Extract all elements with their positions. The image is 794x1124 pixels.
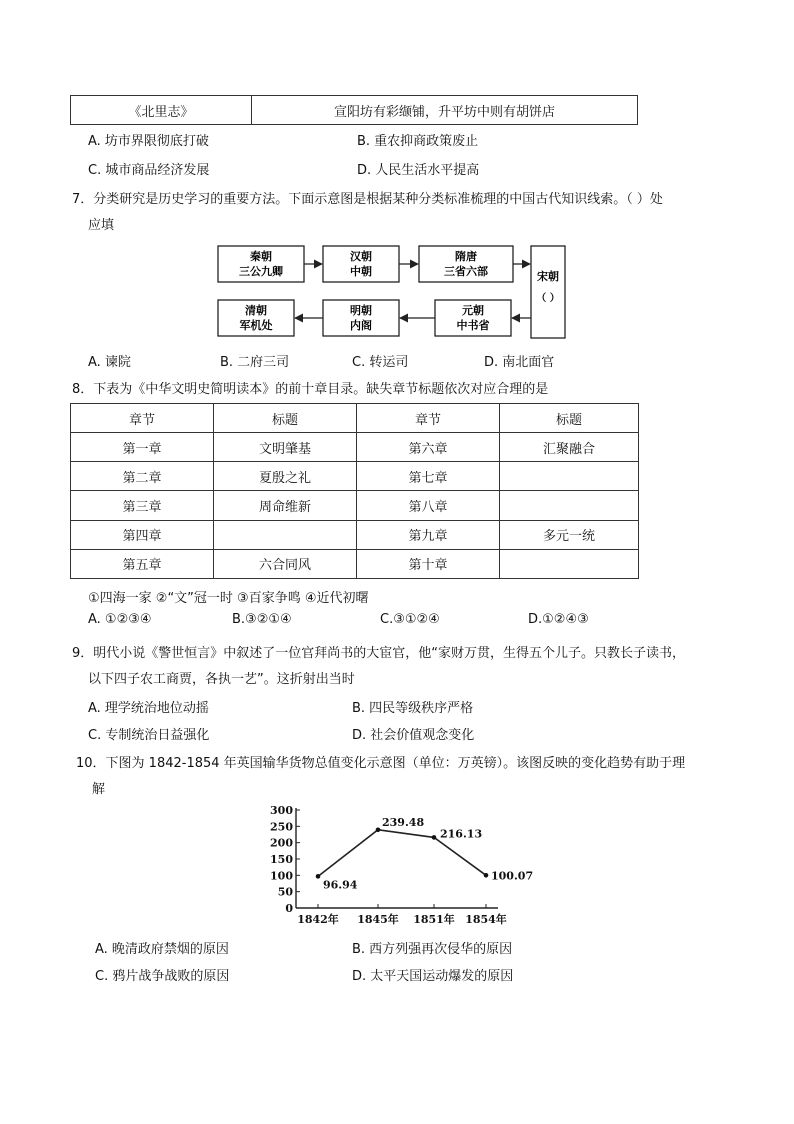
q10-line-chart (260, 800, 534, 928)
q7-box-song-line1: 宋朝 (537, 270, 559, 283)
q8-items: ①四海一家 ②“文”冠一时 ③百家争鸣 ④近代初曙 (88, 591, 369, 606)
q6-source-cell: 《北里志》 (71, 96, 252, 125)
q7-box-qin (218, 246, 304, 282)
q7-option-a: A. 谏院 (88, 355, 131, 370)
q7-box-ming-line2: 内阁 (350, 319, 372, 332)
q7-box-qing-line1: 清朝 (245, 304, 267, 317)
table-cell: 多元一统 (500, 520, 639, 549)
q8-option-b: B.③②①④ (232, 612, 292, 627)
q7-box-yuan-line2: 中书省 (456, 319, 490, 332)
q7-box-qing (218, 300, 294, 336)
table-cell (500, 549, 639, 578)
q6-table (70, 95, 638, 125)
q7-box-yuan-line1: 元朝 (462, 304, 484, 317)
q10-stem-line2: 解 (92, 782, 106, 797)
data-point (432, 835, 437, 840)
q8-option-a: A. ①②③④ (88, 612, 152, 627)
y-tick-label: 200 (270, 836, 293, 850)
q7-option-b: B. 二府三司 (220, 355, 290, 370)
table-cell: 第八章 (357, 491, 500, 520)
q8-header-chapter-2: 章节 (357, 404, 500, 433)
table-row (71, 520, 639, 549)
x-tick-label: 1842年 (297, 913, 339, 926)
q7-box-han-line1: 汉朝 (350, 250, 372, 263)
y-tick-label: 250 (270, 820, 293, 834)
q7-box-qin-line1: 秦朝 (250, 250, 272, 263)
data-label: 216.13 (440, 827, 483, 841)
q7-box-qing-line2: 军机处 (239, 319, 273, 332)
q8-header-title-2: 标题 (500, 404, 639, 433)
q6-option-d: D. 人民生活水平提高 (357, 163, 480, 178)
table-cell: 第四章 (71, 520, 214, 549)
table-cell: 第一章 (71, 433, 214, 462)
table-cell: 第六章 (357, 433, 500, 462)
q8-stem: 8．下表为《中华文明史简明读本》的前十章目录。缺失章节标题依次对应合理的是 (72, 382, 549, 397)
q8-header-title-1: 标题 (214, 404, 357, 433)
q6-option-a: A. 坊市界限彻底打破 (88, 134, 209, 149)
q7-diagram (200, 238, 580, 344)
q7-stem-line1: 7．分类研究是历史学习的重要方法。下面示意图是根据某种分类标准梳理的中国古代知识线索。（ ）处 (72, 192, 663, 207)
q10-option-b: B. 西方列强再次侵华的原因 (352, 942, 513, 957)
q10-option-c: C. 鸦片战争战败的原因 (95, 969, 230, 984)
table-row (71, 433, 639, 462)
x-tick-label: 1851年 (413, 913, 455, 926)
x-tick-label: 1845年 (357, 913, 399, 926)
table-cell: 周命维新 (214, 491, 357, 520)
table-cell: 文明肇基 (214, 433, 357, 462)
table-cell (500, 462, 639, 491)
q9-option-c: C. 专制统治日益强化 (88, 728, 210, 743)
q6-content-cell: 宣阳坊有彩缬铺，升平坊中则有胡饼店 (252, 96, 638, 125)
table-cell: 夏殷之礼 (214, 462, 357, 491)
q7-box-ming-line1: 明朝 (350, 304, 372, 317)
data-point (376, 827, 381, 832)
data-label: 239.48 (382, 815, 425, 829)
q7-box-suitang-line2: 三省六部 (444, 265, 488, 278)
q8-option-c: C.③①②④ (380, 612, 440, 627)
table-cell: 第七章 (357, 462, 500, 491)
table-header-row (71, 404, 639, 433)
table-row (71, 462, 639, 491)
q8-option-d: D.①②④③ (528, 612, 589, 627)
q7-option-c: C. 转运司 (352, 355, 409, 370)
y-tick-label: 50 (277, 885, 293, 899)
q7-box-han-line2: 中朝 (350, 265, 372, 278)
data-point (316, 874, 321, 879)
q6-option-b: B. 重农抑商政策废止 (357, 134, 479, 149)
q7-box-han (323, 246, 399, 282)
q10-option-a: A. 晚清政府禁烟的原因 (95, 942, 229, 957)
q9-option-b: B. 四民等级秩序严格 (352, 701, 474, 716)
data-point (484, 873, 489, 878)
q10-stem-line1: 10．下图为 1842-1854 年英国输华货物总值变化示意图（单位：万英镑）。该图反映的变化趋势有助于理 (76, 756, 686, 771)
table-cell: 第三章 (71, 491, 214, 520)
q7-box-suitang-line1: 隋唐 (455, 250, 477, 263)
q7-box-song-line2: （ ） (536, 293, 560, 304)
q7-box-qin-line2: 三公九卿 (239, 265, 283, 278)
y-tick-label: 0 (285, 902, 293, 915)
table-cell (500, 491, 639, 520)
q7-option-d: D. 南北面官 (484, 355, 555, 370)
q8-table (70, 403, 639, 579)
data-label: 100.07 (491, 869, 534, 883)
table-cell: 第五章 (71, 549, 214, 578)
q8-header-chapter-1: 章节 (71, 404, 214, 433)
q9-option-a: A. 理学统治地位动摇 (88, 701, 209, 716)
table-row (71, 491, 639, 520)
q9-stem-line1: 9．明代小说《警世恒言》中叙述了一位官拜尚书的大宦官，他“家财万贯，生得五个儿子。只教长子读书， (72, 646, 686, 661)
y-tick-label: 150 (270, 853, 293, 866)
q9-stem-line2: 以下四子农工商贾，各执一艺”。这折射出当时 (88, 672, 355, 687)
data-label: 96.94 (323, 878, 358, 892)
y-tick-label: 300 (270, 804, 293, 817)
table-cell: 第十章 (357, 549, 500, 578)
q7-box-ming (323, 300, 399, 336)
table-cell: 第九章 (357, 520, 500, 549)
q7-box-yuan (435, 300, 511, 336)
table-row (71, 549, 639, 578)
table-cell: 汇聚融合 (500, 433, 639, 462)
q7-box-song (531, 246, 565, 338)
x-tick-label: 1854年 (465, 913, 507, 926)
q9-option-d: D. 社会价值观念变化 (352, 728, 475, 743)
table-cell (214, 520, 357, 549)
table-cell: 六合同风 (214, 549, 357, 578)
q7-box-suitang (419, 246, 513, 282)
q10-option-d: D. 太平天国运动爆发的原因 (352, 969, 514, 984)
y-tick-label: 100 (270, 869, 293, 883)
q6-option-c: C. 城市商品经济发展 (88, 163, 210, 178)
q7-stem-line2: 应填 (88, 218, 115, 233)
table-cell: 第二章 (71, 462, 214, 491)
